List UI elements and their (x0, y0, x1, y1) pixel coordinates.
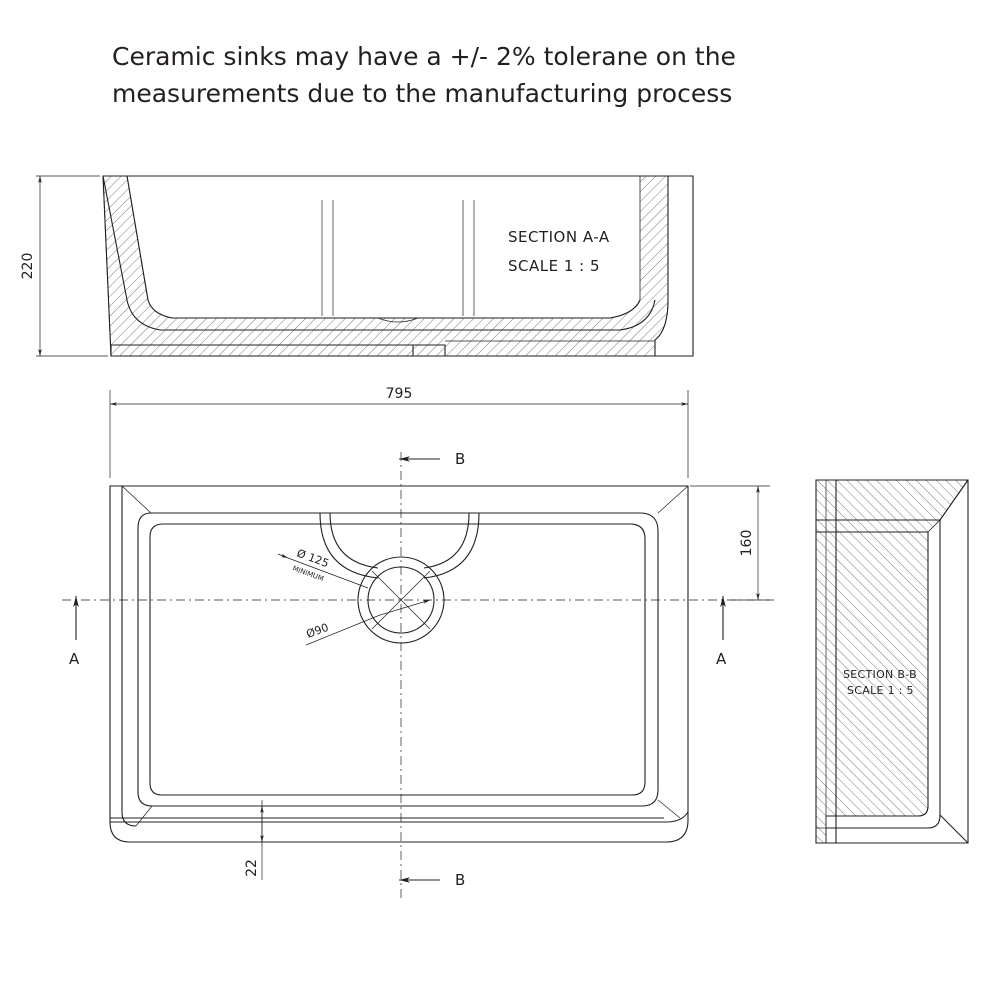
tolerance-note-line2: measurements due to the manufacturing process (112, 79, 733, 108)
view-plan (62, 450, 778, 898)
dim-125-note: MINIMUM (291, 564, 325, 584)
section-aa-scale: SCALE 1 : 5 (508, 257, 601, 275)
section-cut-b-top (399, 450, 465, 468)
dimension-height-220 (20, 176, 108, 356)
section-aa-title: SECTION A-A (508, 228, 610, 246)
view-section-bb (816, 480, 968, 843)
section-cut-a-right-label: A (716, 650, 727, 668)
dimension-depth-160 (690, 486, 770, 600)
section-cut-b-top-label: B (455, 450, 466, 468)
section-cut-a-left (69, 596, 80, 668)
section-cut-a-left-label: A (69, 650, 80, 668)
dimension-edge-22 (244, 800, 262, 880)
dim-22-value: 22 (244, 859, 260, 877)
dim-hole-outer (278, 547, 368, 588)
section-cut-b-bottom (399, 871, 465, 889)
dim-795-value: 795 (385, 386, 413, 402)
section-bb-scale: SCALE 1 : 5 (847, 684, 914, 697)
dim-125-value: Ø 125 (294, 546, 331, 571)
dim-160-value: 160 (739, 529, 755, 557)
section-bb-title: SECTION B-B (843, 668, 917, 681)
dim-220-value: 220 (20, 252, 36, 280)
dim-hole-inner (305, 600, 430, 645)
dimension-width-795 (110, 386, 688, 478)
tolerance-note-line1: Ceramic sinks may have a +/- 2% tolerane on the (112, 42, 736, 71)
section-cut-b-bottom-label: B (455, 871, 466, 889)
view-section-aa (103, 176, 693, 356)
section-cut-a-right (716, 596, 727, 668)
dim-90-value: Ø90 (304, 620, 331, 641)
